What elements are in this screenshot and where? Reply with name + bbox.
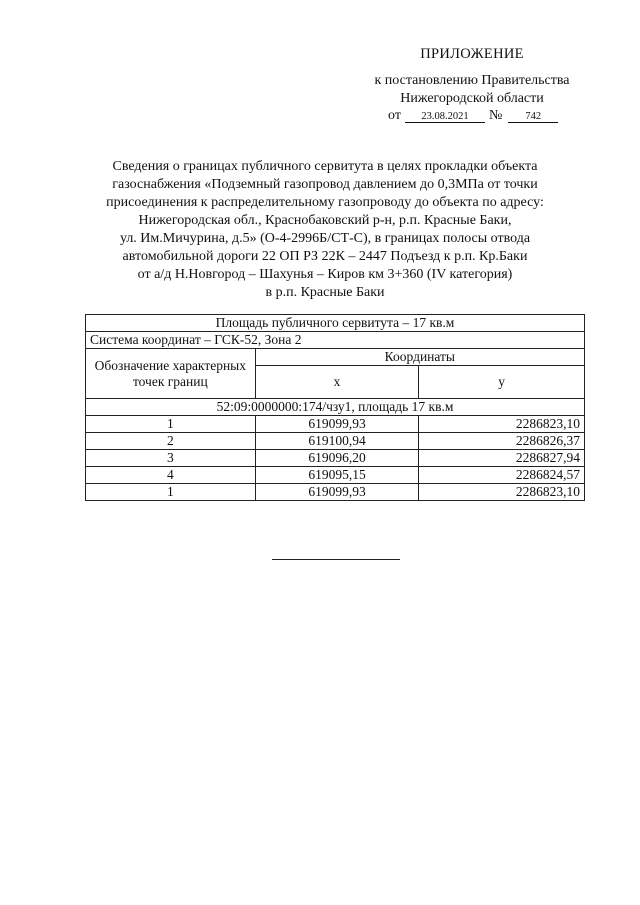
point-cell: 1: [86, 416, 256, 433]
heading-line: от а/д Н.Новгород – Шахунья – Киров км 3+360 (IV категория): [137, 267, 513, 282]
x-cell: 619096,20: [255, 450, 419, 467]
section-cell: 52:09:0000000:174/чзу1, площадь 17 кв.м: [86, 399, 585, 416]
number-sign: №: [488, 108, 503, 123]
x-cell: 619095,15: [255, 467, 419, 484]
document-heading: [60, 158, 590, 302]
point-cell: 2: [86, 433, 256, 450]
table-row: [86, 399, 585, 416]
table-header-row: [86, 349, 585, 366]
resolution-date: 23.08.2021: [405, 111, 485, 123]
heading-line: газоснабжения «Подземный газопровод давлением до 0,3МПа от точки: [112, 177, 538, 192]
heading-line: в р.п. Красные Баки: [265, 285, 385, 300]
x-cell: 619100,94: [255, 433, 419, 450]
heading-line: присоединения к распределительному газопроводу до объекта по адресу:: [106, 195, 544, 210]
y-cell: 2286823,10: [419, 416, 585, 433]
appendix-region-line: Нижегородской области: [400, 91, 544, 106]
table-row: [86, 484, 585, 501]
x-cell: 619099,93: [255, 484, 419, 501]
point-cell: 3: [86, 450, 256, 467]
closing-divider: [272, 559, 400, 560]
table-row: [86, 433, 585, 450]
table-row: [86, 332, 585, 349]
appendix-date-row: [388, 108, 558, 128]
col-points-header: Обозначение характерных точек границ: [86, 349, 256, 399]
appendix-resolution-line: к постановлению Правительства: [374, 73, 570, 88]
date-prefix: от: [388, 108, 401, 123]
coord-system-cell: Система координат – ГСК-52, Зона 2: [86, 332, 585, 349]
heading-line: Сведения о границах публичного сервитута в целях прокладки объекта: [112, 159, 538, 174]
area-title-cell: Площадь публичного сервитута – 17 кв.м: [86, 315, 585, 332]
resolution-number: 742: [508, 111, 558, 123]
table-row: [86, 450, 585, 467]
y-cell: 2286826,37: [419, 433, 585, 450]
appendix-title: ПРИЛОЖЕНИЕ: [420, 46, 524, 62]
heading-line: Нижегородская обл., Краснобаковский р-н, р.п. Красные Баки,: [138, 213, 512, 228]
point-cell: 1: [86, 484, 256, 501]
col-x-header: x: [255, 366, 419, 399]
col-coords-header: Координаты: [255, 349, 584, 366]
col-y-header: y: [419, 366, 585, 399]
y-cell: 2286823,10: [419, 484, 585, 501]
x-cell: 619099,93: [255, 416, 419, 433]
heading-line: ул. Им.Мичурина, д.5» (О-4-2996Б/СТ-С), в границах полосы отвода: [119, 231, 531, 246]
point-cell: 4: [86, 467, 256, 484]
table-row: [86, 467, 585, 484]
y-cell: 2286824,57: [419, 467, 585, 484]
table-row: [86, 315, 585, 332]
table-row: [86, 416, 585, 433]
heading-line: автомобильной дороги 22 ОП РЗ 22К – 2447 Подъезд к р.п. Кр.Баки: [122, 249, 528, 264]
y-cell: 2286827,94: [419, 450, 585, 467]
coordinates-table: [85, 314, 585, 501]
